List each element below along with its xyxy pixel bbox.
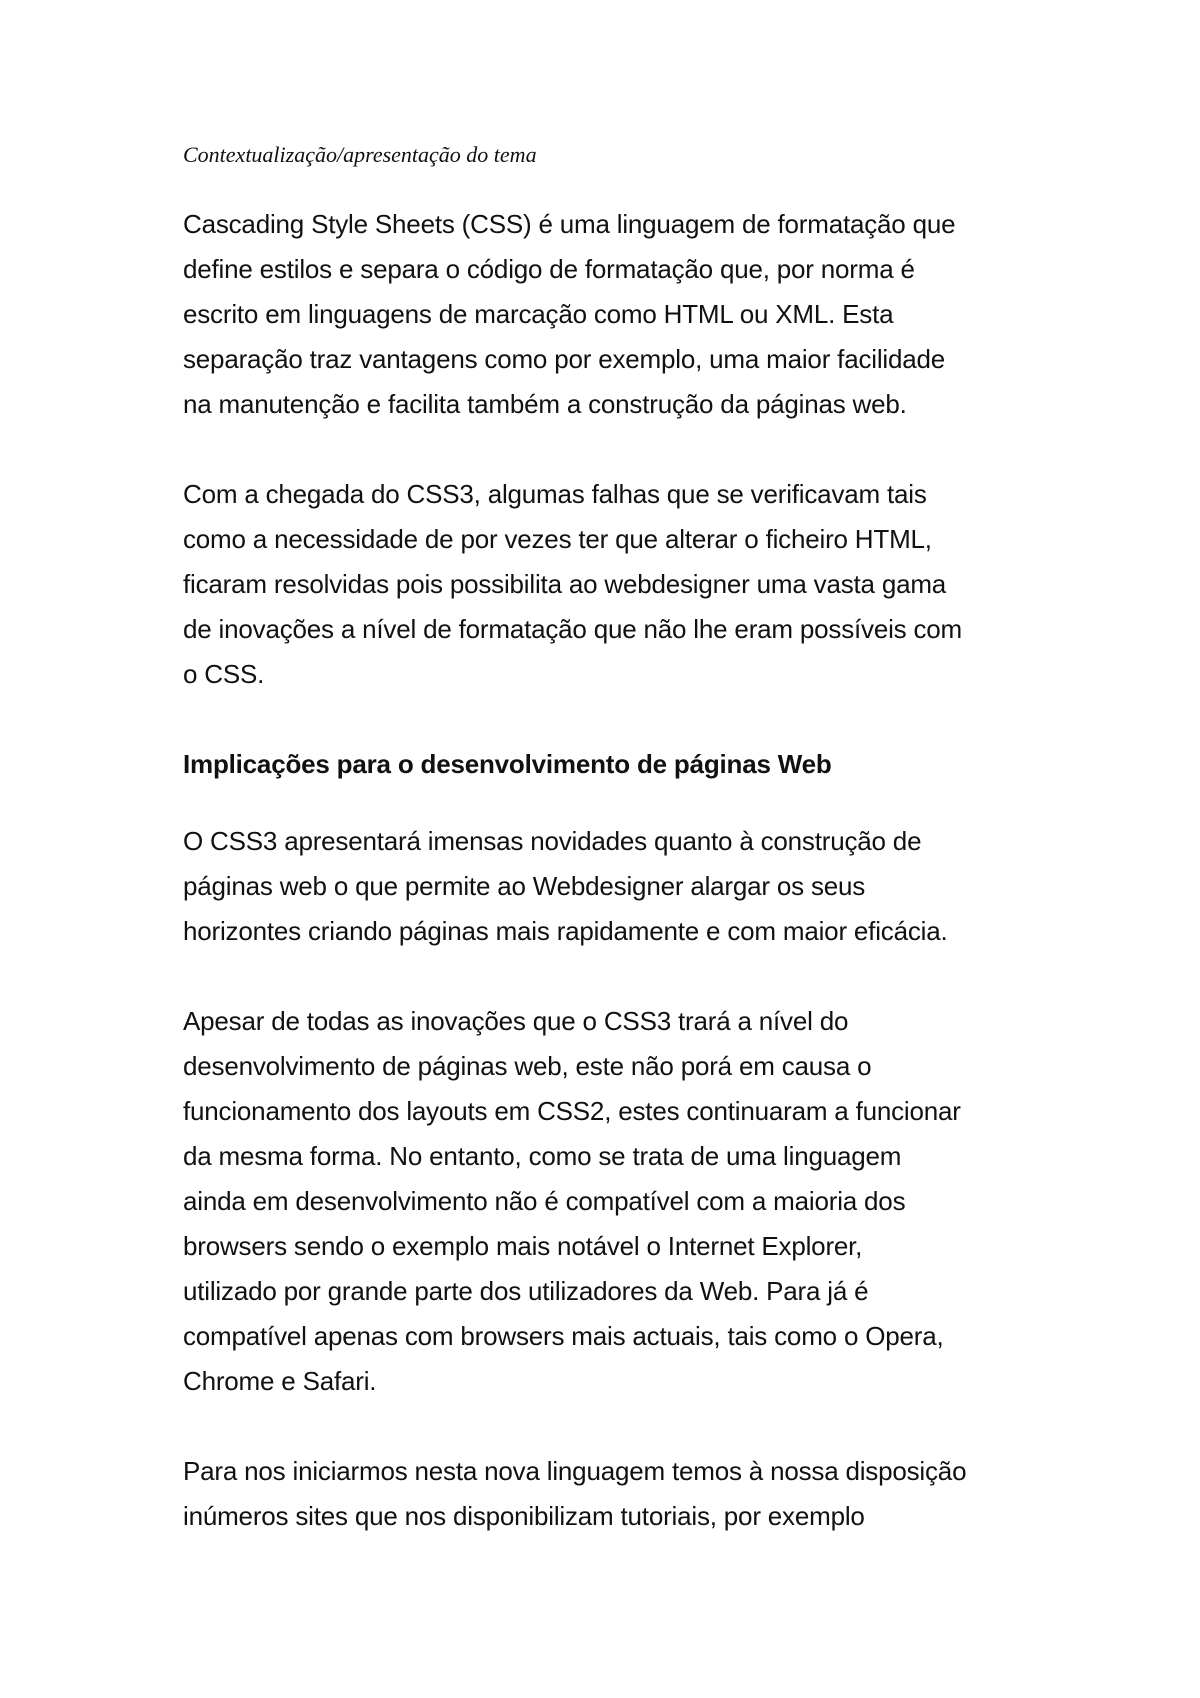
text-line: funcionamento dos layouts em CSS2, estes continuaram a funcionar [183,1096,961,1126]
paragraph-tutorials [183,1449,1033,1539]
text-line: desenvolvimento de páginas web, este não porá em causa o [183,1051,872,1081]
text-line: na manutenção e facilita também a construção da páginas web. [183,389,907,419]
text-line: separação traz vantagens como por exemplo, uma maior facilidade [183,344,946,374]
text-line: compatível apenas com browsers mais actuais, tais como o Opera, [183,1321,944,1351]
text-line: Chrome e Safari. [183,1366,377,1396]
text-line: de inovações a nível de formatação que não lhe eram possíveis com [183,614,963,644]
paragraph-compatibility [183,999,1033,1404]
text-line: ainda em desenvolvimento não é compatível com a maioria dos [183,1186,906,1216]
document-subtitle: Contextualização/apresentação do tema [183,142,537,167]
text-line: Para nos iniciarmos nesta nova linguagem temos à nossa disposição [183,1456,967,1486]
text-line: Apesar de todas as inovações que o CSS3 trará a nível do [183,1006,849,1036]
text-line: browsers sendo o exemplo mais notável o Internet Explorer, [183,1231,863,1261]
text-line: escrito em linguagens de marcação como HTML ou XML. Esta [183,299,894,329]
text-line: inúmeros sites que nos disponibilizam tutoriais, por exemplo [183,1501,865,1531]
text-line: ficaram resolvidas pois possibilita ao webdesigner uma vasta gama [183,569,947,599]
text-line: utilizado por grande parte dos utilizadores da Web. Para já é [183,1276,869,1306]
paragraph-css3-arrival [183,472,1033,697]
section-heading: Implicações para o desenvolvimento de páginas Web [183,749,832,779]
paragraph-css-intro [183,202,1033,427]
text-line: horizontes criando páginas mais rapidamente e com maior eficácia. [183,916,948,946]
text-line: como a necessidade de por vezes ter que alterar o ficheiro HTML, [183,524,932,554]
paragraph-css3-novelties [183,819,1033,954]
document-body [183,140,1033,1584]
text-line: O CSS3 apresentará imensas novidades quanto à construção de [183,826,922,856]
text-line: o CSS. [183,659,265,689]
text-line: Com a chegada do CSS3, algumas falhas que se verificavam tais [183,479,927,509]
text-line: páginas web o que permite ao Webdesigner alargar os seus [183,871,866,901]
text-line: define estilos e separa o código de formatação que, por norma é [183,254,915,284]
text-line: da mesma forma. No entanto, como se trata de uma linguagem [183,1141,902,1171]
text-line: Cascading Style Sheets (CSS) é uma linguagem de formatação que [183,209,956,239]
